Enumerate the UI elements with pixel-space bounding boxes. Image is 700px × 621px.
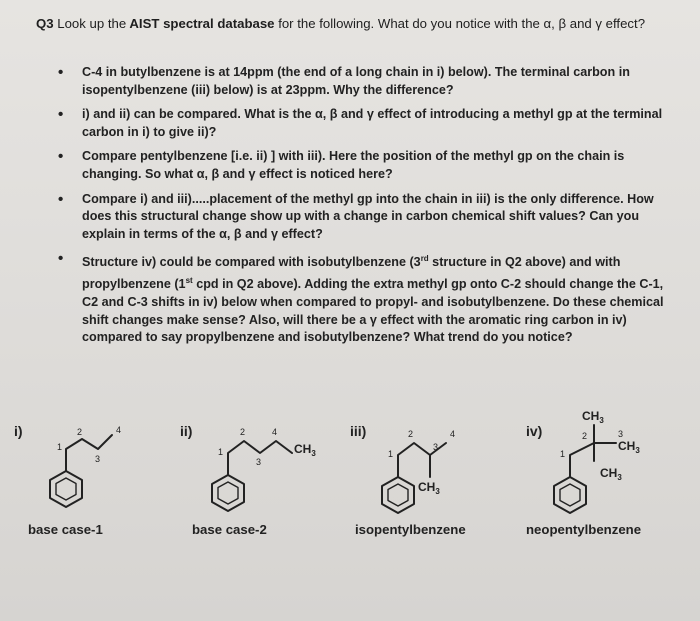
methyl-group-label: $CH_3$ <box>600 466 622 482</box>
carbon-number: 2 <box>240 427 246 437</box>
carbon-number: 2 <box>77 427 83 437</box>
carbon-number: 4 <box>272 427 278 437</box>
database-name: AIST spectral database <box>129 16 275 31</box>
carbon-number: 3 <box>618 429 624 439</box>
question-number: Q3 <box>36 16 54 31</box>
methyl-group-label: $CH_3$ <box>418 480 440 496</box>
carbon-number: 1 <box>388 449 394 459</box>
carbon-number: 1 <box>57 442 63 452</box>
question-heading <box>36 14 676 33</box>
question-bullet-list <box>58 64 664 354</box>
carbon-number: 2 <box>408 429 414 439</box>
question-tail: for the following. What do you notice with the α, β and γ effect? <box>278 16 646 31</box>
structure-iii-caption: isopentylbenzene <box>355 522 466 537</box>
bullet-item: • C-4 in butylbenzene is at 14ppm (the end of a long chain in i) below). The terminal carbon in isopentylbenzene (iii) below) is at 23ppm. Why the difference? <box>58 64 664 99</box>
structure-i-caption: base case-1 <box>28 522 103 537</box>
bullet-item: • Compare pentylbenzene [i.e. ii) ] with iii). Here the position of the methyl gp on the chain is changing. So what α, β and γ effect is noticed here? <box>58 148 664 183</box>
carbon-number: 3 <box>95 454 101 464</box>
question-lead: Look up the <box>57 16 127 31</box>
bullet-item: • Compare i) and iii).....placement of the methyl gp into the chain in iii) is the only difference. How does this structural change show up with a change in carbon chemical shift values? Can you explain in terms of the α, β and γ effect? <box>58 191 664 244</box>
carbon-number: 4 <box>116 425 122 435</box>
bullet-item: • Structure iv) could be compared with isobutylbenzene (3rd structure in Q2 above) and with propylbenzene (1st cpd in Q2 above). Adding the extra methyl gp onto C-2 should change the C-1, C2 and C-3 shifts in iv) below when compared to propyl- and isobutylbenzene. Do these chemical shift changes make sense? Also, will there be a γ effect with the aromatic ring carbon in iv) compared to say propylbenzene and isobutylbenzene? What trend do you notice? <box>58 250 664 346</box>
carbon-number: 3 <box>256 457 262 467</box>
methyl-group-label: $CH_3$ <box>582 409 604 425</box>
structure-iv-caption: neopentylbenzene <box>526 522 642 537</box>
carbon-number: 3 <box>433 442 439 452</box>
carbon-number: 4 <box>450 429 456 439</box>
structure-ii-caption: base case-2 <box>192 522 267 537</box>
carbon-number: 1 <box>560 449 566 459</box>
structure-ii-label: ii) <box>180 423 193 439</box>
structure-iii-label: iii) <box>350 423 367 439</box>
carbon-number: 1 <box>218 447 224 457</box>
carbon-number: 2 <box>582 431 588 441</box>
bullet-item: • i) and ii) can be compared. What is the α, β and γ effect of introducing a methyl gp at the terminal carbon in i) to give ii)? <box>58 106 664 141</box>
structure-i-label: i) <box>14 423 23 439</box>
structure-ii-drawing <box>212 441 292 511</box>
methyl-group-label: $CH_3$ <box>294 442 316 458</box>
methyl-group-label: $CH_3$ <box>618 439 640 455</box>
structure-iv-label: iv) <box>526 423 543 439</box>
